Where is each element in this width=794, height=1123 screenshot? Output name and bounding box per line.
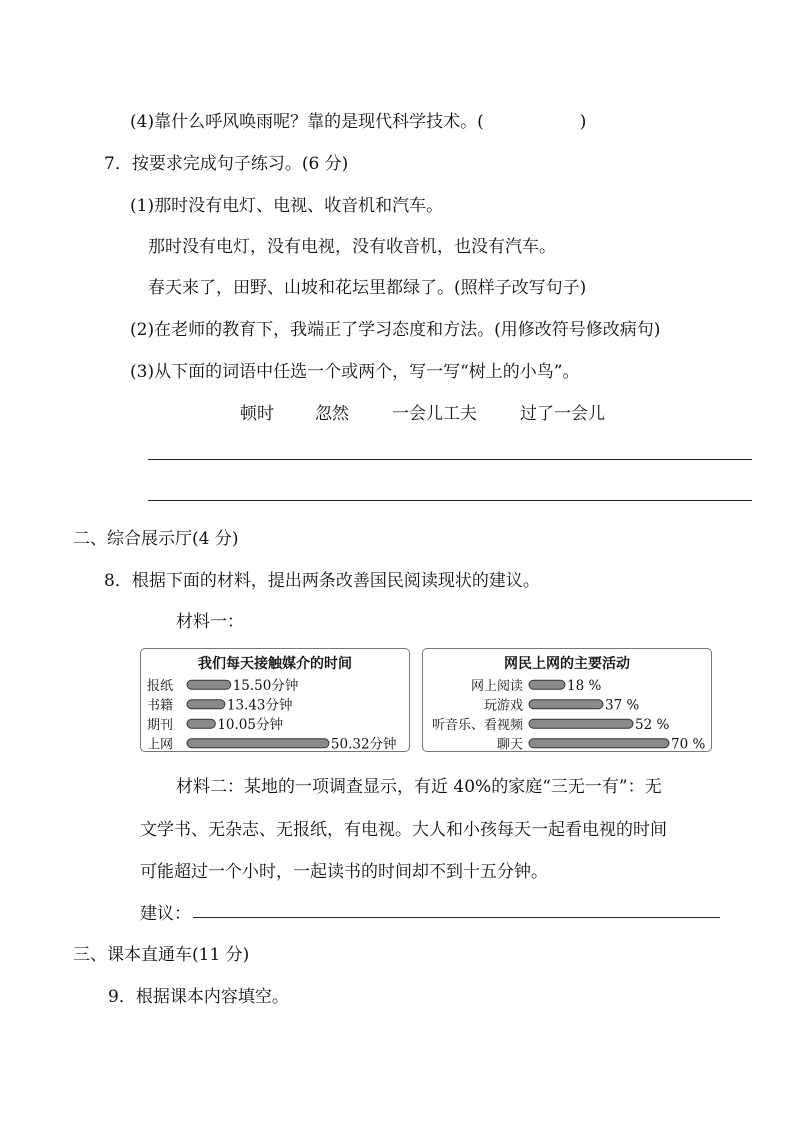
category-label: 报纸: [147, 678, 174, 694]
value-label: 18 %: [567, 677, 602, 694]
q6-item4-close: ): [579, 112, 587, 132]
bar: [529, 719, 633, 728]
bar: [187, 700, 225, 709]
q7-item2: (2)在老师的教育下，我端正了学习态度和方法。(用修改符号修改病句): [130, 320, 661, 340]
value-label: 37 %: [605, 697, 640, 714]
answer-line[interactable]: [148, 500, 752, 501]
category-label: 玩游戏: [483, 698, 523, 714]
value-label: 70 %: [671, 736, 706, 751]
word-choice: 一会儿工夫: [392, 404, 477, 424]
q7-title: 7．按要求完成句子练习。(6 分): [104, 154, 349, 174]
q7-item3: (3)从下面的词语中任选一个或两个，写一写“树上的小鸟”。: [130, 362, 580, 382]
bar: [529, 739, 669, 748]
q8-title: 8．根据下面的材料，提出两条改善国民阅读现状的建议。: [104, 571, 540, 591]
category-label: 网上阅读: [470, 678, 523, 694]
chart-title: 网民上网的主要活动: [504, 656, 630, 672]
word-choice: 过了一会儿: [520, 404, 605, 424]
section2-title: 二、综合展示厅(4 分): [73, 529, 239, 549]
q9-title: 9．根据课本内容填空。: [108, 987, 289, 1007]
category-label: 听音乐、看视频: [431, 717, 523, 733]
value-label: 52 %: [635, 716, 670, 733]
q6-item4: [130, 107, 586, 132]
media-time-chart-svg: [141, 649, 409, 751]
category-label: 上网: [147, 737, 174, 751]
bar: [529, 680, 565, 689]
bar: [187, 739, 329, 748]
q7-example: 那时没有电灯，没有电视，没有收音机，也没有汽车。: [148, 237, 556, 257]
value-label: 50.32分钟: [330, 736, 397, 751]
online-activity-chart-svg: [423, 649, 711, 751]
chart-title: 我们每天接触媒介的时间: [198, 656, 352, 672]
category-label: 书籍: [147, 698, 174, 714]
material2-para-line1: [176, 772, 662, 797]
category-label: 聊天: [496, 737, 523, 751]
section3-title: 三、课本直通车(11 分): [73, 945, 250, 965]
value-label: 15.50分钟: [232, 677, 299, 694]
q7-item1: (1)那时没有电灯、电视、收音机和汽车。: [130, 196, 444, 216]
bar: [529, 700, 603, 709]
q6-item4-text: (4)靠什么呼风唤雨呢？靠的是现代科学技术。(: [130, 112, 484, 132]
bar: [187, 680, 231, 689]
answer-line[interactable]: [148, 459, 752, 460]
category-label: 期刊: [147, 717, 174, 733]
word-choice: 忽然: [315, 404, 349, 424]
material2-text-line3: 可能超过一个小时，一起读书的时间却不到十五分钟。: [140, 862, 548, 882]
bar: [187, 719, 215, 728]
value-label: 10.05分钟: [217, 716, 283, 733]
word-choice: 顿时: [240, 404, 274, 424]
material2-text-line2: 文学书、无杂志、无报纸，有电视。大人和小孩每天一起看电视的时间: [140, 820, 667, 840]
material2-label: 材料二：: [176, 777, 244, 797]
value-label: 13.43分钟: [226, 697, 293, 714]
material2-text-line1: 某地的一项调查显示，有近 40%的家庭“三无一有”：无: [244, 777, 662, 797]
q7-task: 春天来了，田野、山坡和花坛里都绿了。(照样子改写句子): [148, 278, 587, 298]
online-activity-chart: [422, 648, 712, 752]
suggestion-label: 建议：: [140, 904, 191, 924]
material1-label: 材料一：: [176, 612, 244, 632]
media-time-chart: [140, 648, 410, 752]
suggestion-answer-line[interactable]: [193, 917, 720, 918]
